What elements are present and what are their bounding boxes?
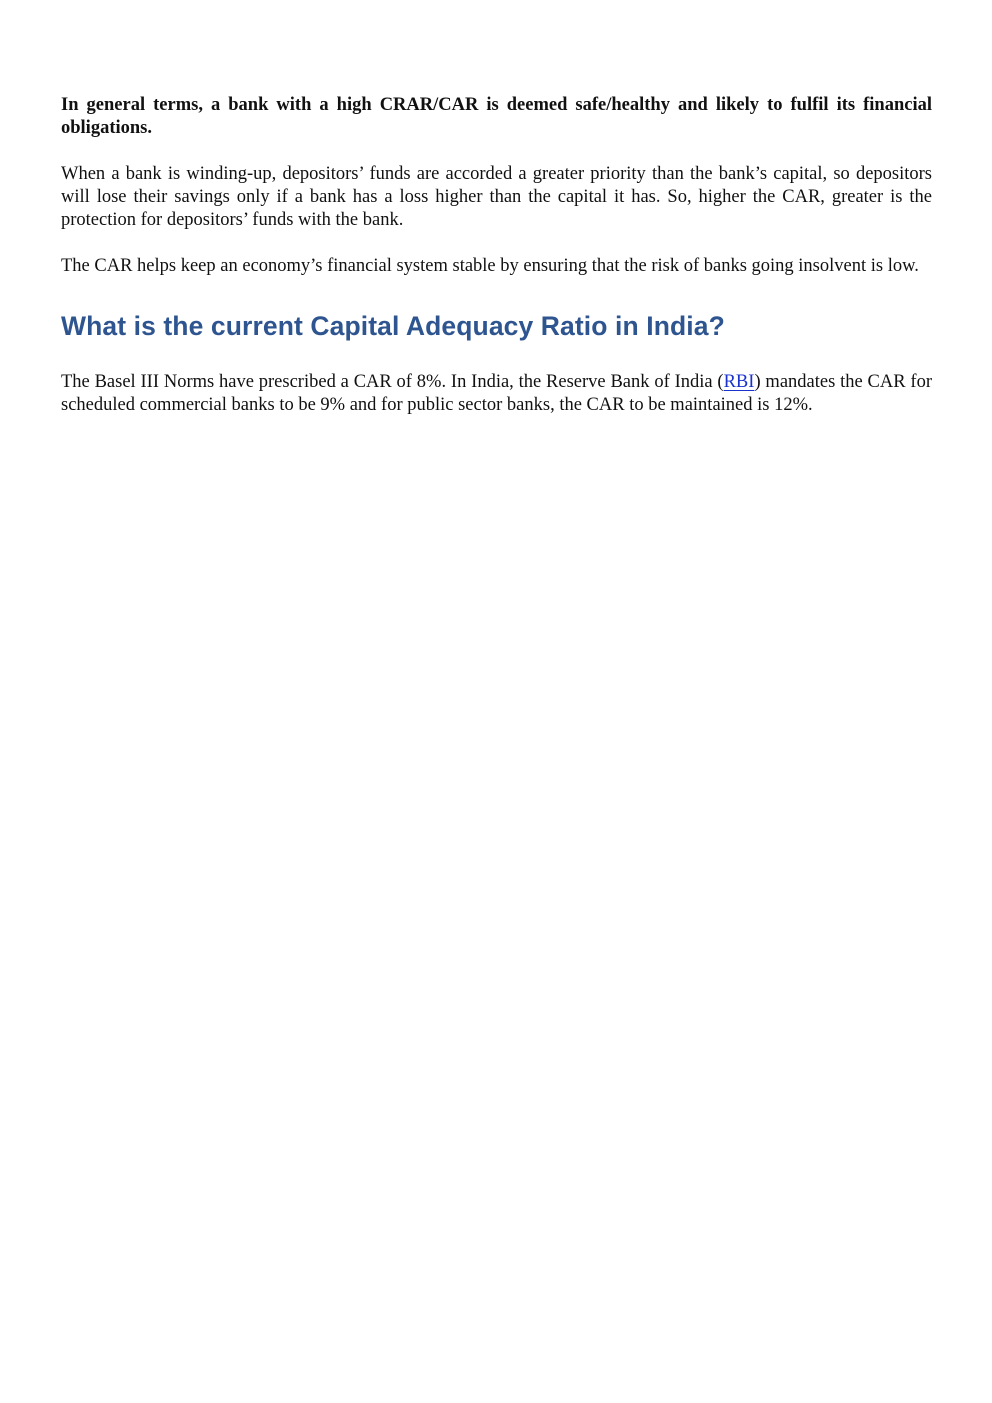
document-page bbox=[61, 94, 932, 440]
rbi-link[interactable]: RBI bbox=[723, 372, 755, 392]
basel-text-after-link: ) mandates the CAR for scheduled commercial banks to be 9% and for public sector banks, the CAR to be maintained is 12%. bbox=[61, 372, 932, 415]
basel-text-before-link: The Basel III Norms have prescribed a CAR of 8%. In India, the Reserve Bank of India ( bbox=[61, 372, 724, 392]
winding-up-paragraph: When a bank is winding-up, depositors’ funds are accorded a greater priority than the bank’s capital, so depositors will lose their savings only if a bank has a loss higher than the capital it has. So, higher the CAR, greater is the protection for depositors’ funds with the bank. bbox=[61, 164, 932, 230]
intro-bold-paragraph: In general terms, a bank with a high CRAR/CAR is deemed safe/healthy and likely to fulfil its financial obligations. bbox=[61, 95, 932, 138]
section-heading: What is the current Capital Adequacy Ratio in India? bbox=[61, 311, 725, 341]
stability-paragraph: The CAR helps keep an economy’s financial system stable by ensuring that the risk of banks going insolvent is low. bbox=[61, 256, 919, 276]
basel-paragraph bbox=[61, 371, 932, 417]
